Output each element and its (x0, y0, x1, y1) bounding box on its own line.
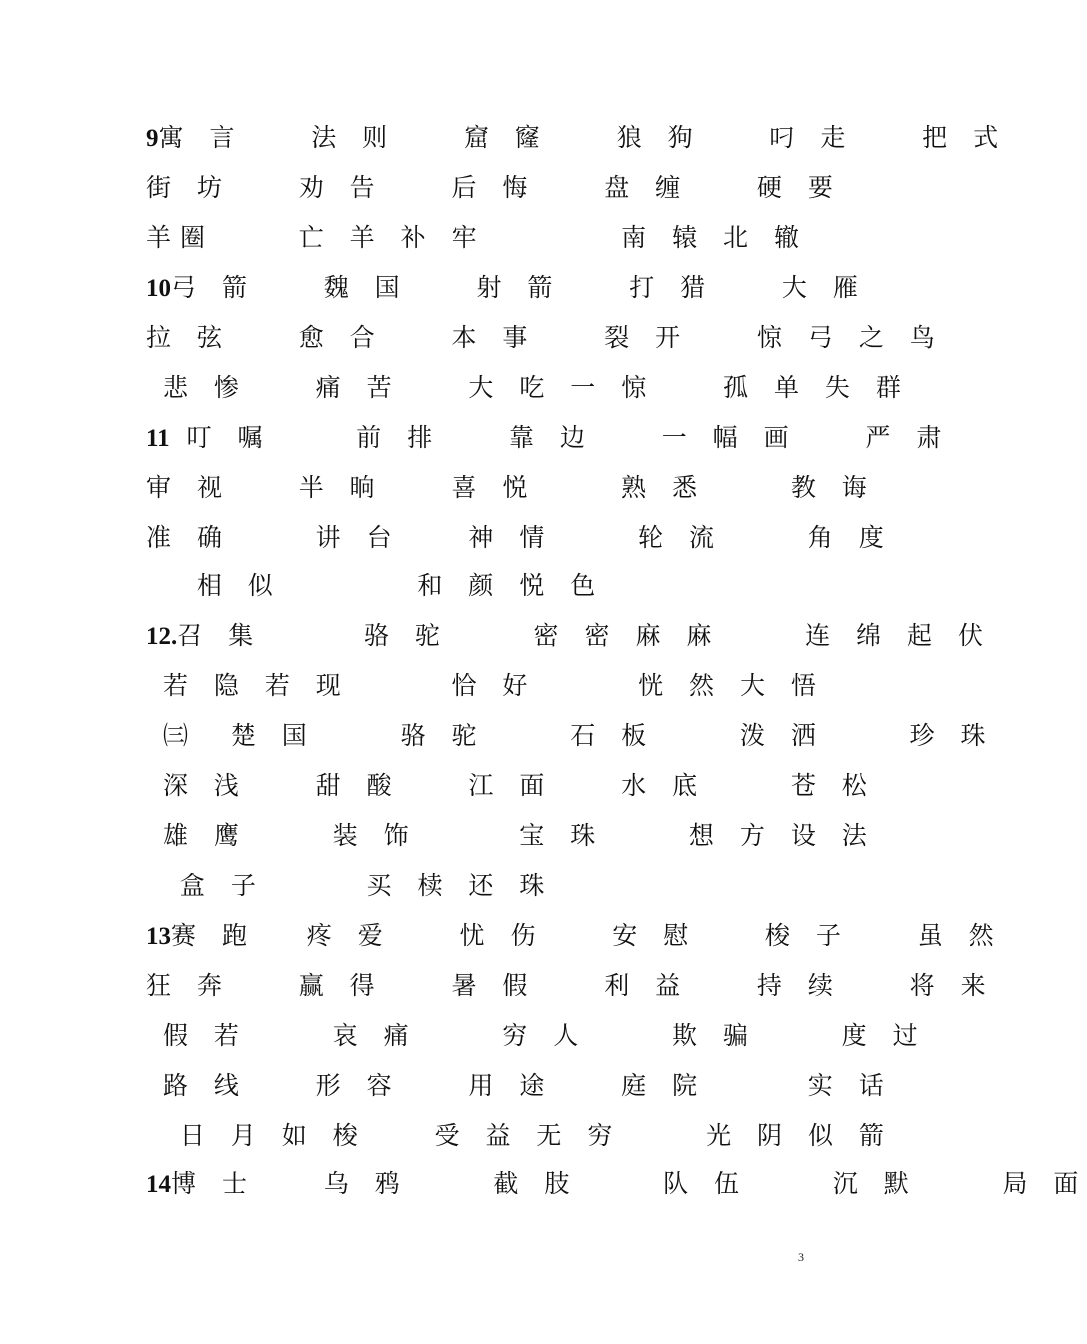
vocab-line (146, 168, 842, 208)
vocab-line (146, 816, 876, 856)
vocab-text: 狂 奔 赢 得 暑 假 利 益 持 续 将 来 (146, 971, 995, 1000)
vocab-text: 博 士 乌 鸦 截 肢 队 伍 沉 默 局 面 (171, 1169, 1087, 1198)
vocab-line (146, 866, 553, 906)
vocab-text: 路 线 形 容 用 途 庭 院 实 话 (146, 1071, 893, 1100)
lesson-number: 12. (146, 623, 178, 650)
vocab-text: 雄 鹰 装 饰 宝 珠 想 方 设 法 (146, 821, 876, 850)
vocab-text: 审 视 半 晌 喜 悦 熟 悉 教 诲 (146, 473, 876, 502)
vocab-text: 拉 弦 愈 合 本 事 裂 开 惊 弓 之 鸟 (146, 323, 944, 352)
vocab-line (146, 966, 995, 1006)
vocab-line (146, 218, 808, 258)
vocab-text: 街 坊 劝 告 后 悔 盘 缠 硬 要 (146, 173, 842, 202)
vocab-text: 假 若 哀 痛 穷 人 欺 骗 度 过 (146, 1021, 927, 1050)
vocab-text: 若 隐 若 现 恰 好 恍 然 大 悟 (146, 671, 825, 700)
vocab-text: 深 浅 甜 酸 江 面 水 底 苍 松 (146, 771, 876, 800)
vocab-text: 召 集 骆 驼 密 密 麻 麻 连 绵 起 伏 (177, 621, 992, 650)
vocab-text: 相 似 和 颜 悦 色 (146, 571, 605, 600)
vocab-text: 赛 跑 疼 爱 忧 伤 安 慰 梭 子 虽 然 (171, 921, 1003, 950)
vocab-text: 准 确 讲 台 神 情 轮 流 角 度 (146, 523, 893, 552)
vocab-text: 寓 言 法 则 窟 窿 狼 狗 叼 走 把 式 (158, 123, 1008, 152)
lesson-number: 11 (146, 425, 170, 452)
lesson-number: 10 (146, 275, 171, 302)
vocab-text: 羊圈 亡 羊 补 牢 南 辕 北 辙 (146, 223, 808, 252)
vocab-line (146, 916, 1003, 956)
lesson-number: 14 (146, 1171, 171, 1198)
lesson-number: 9 (146, 125, 159, 152)
vocab-text: 盒 子 买 椟 还 珠 (146, 871, 554, 900)
vocab-line (146, 1016, 927, 1056)
vocab-text: 弓 箭 魏 国 射 箭 打 猎 大 雁 (171, 273, 867, 302)
vocab-line (146, 616, 992, 656)
vocab-line (146, 468, 876, 508)
page-number: 3 (798, 1250, 804, 1264)
vocab-line (146, 716, 995, 756)
vocab-text: 悲 惨 痛 苦 大 吃 一 惊 孤 单 失 群 (146, 373, 910, 402)
vocab-text: 日 月 如 梭 受 益 无 穷 光 阴 似 箭 (146, 1121, 893, 1150)
vocab-text: ㈢ 楚 国 骆 驼 石 板 泼 洒 珍 珠 (146, 721, 995, 750)
vocab-line (146, 766, 876, 806)
vocab-line (146, 1116, 893, 1156)
vocab-line (146, 666, 825, 706)
vocab-text: 叮 嘱 前 排 靠 边 一 幅 画 严 肃 (169, 423, 951, 452)
vocab-line (146, 368, 910, 408)
vocab-line (146, 418, 950, 458)
lesson-number: 13 (146, 923, 171, 950)
vocab-line (146, 318, 944, 358)
vocab-line (146, 518, 893, 558)
vocab-line (146, 566, 604, 606)
vocab-line (146, 1164, 1087, 1204)
vocab-line (146, 118, 1007, 158)
vocab-line (146, 1066, 893, 1106)
vocab-line (146, 268, 867, 308)
